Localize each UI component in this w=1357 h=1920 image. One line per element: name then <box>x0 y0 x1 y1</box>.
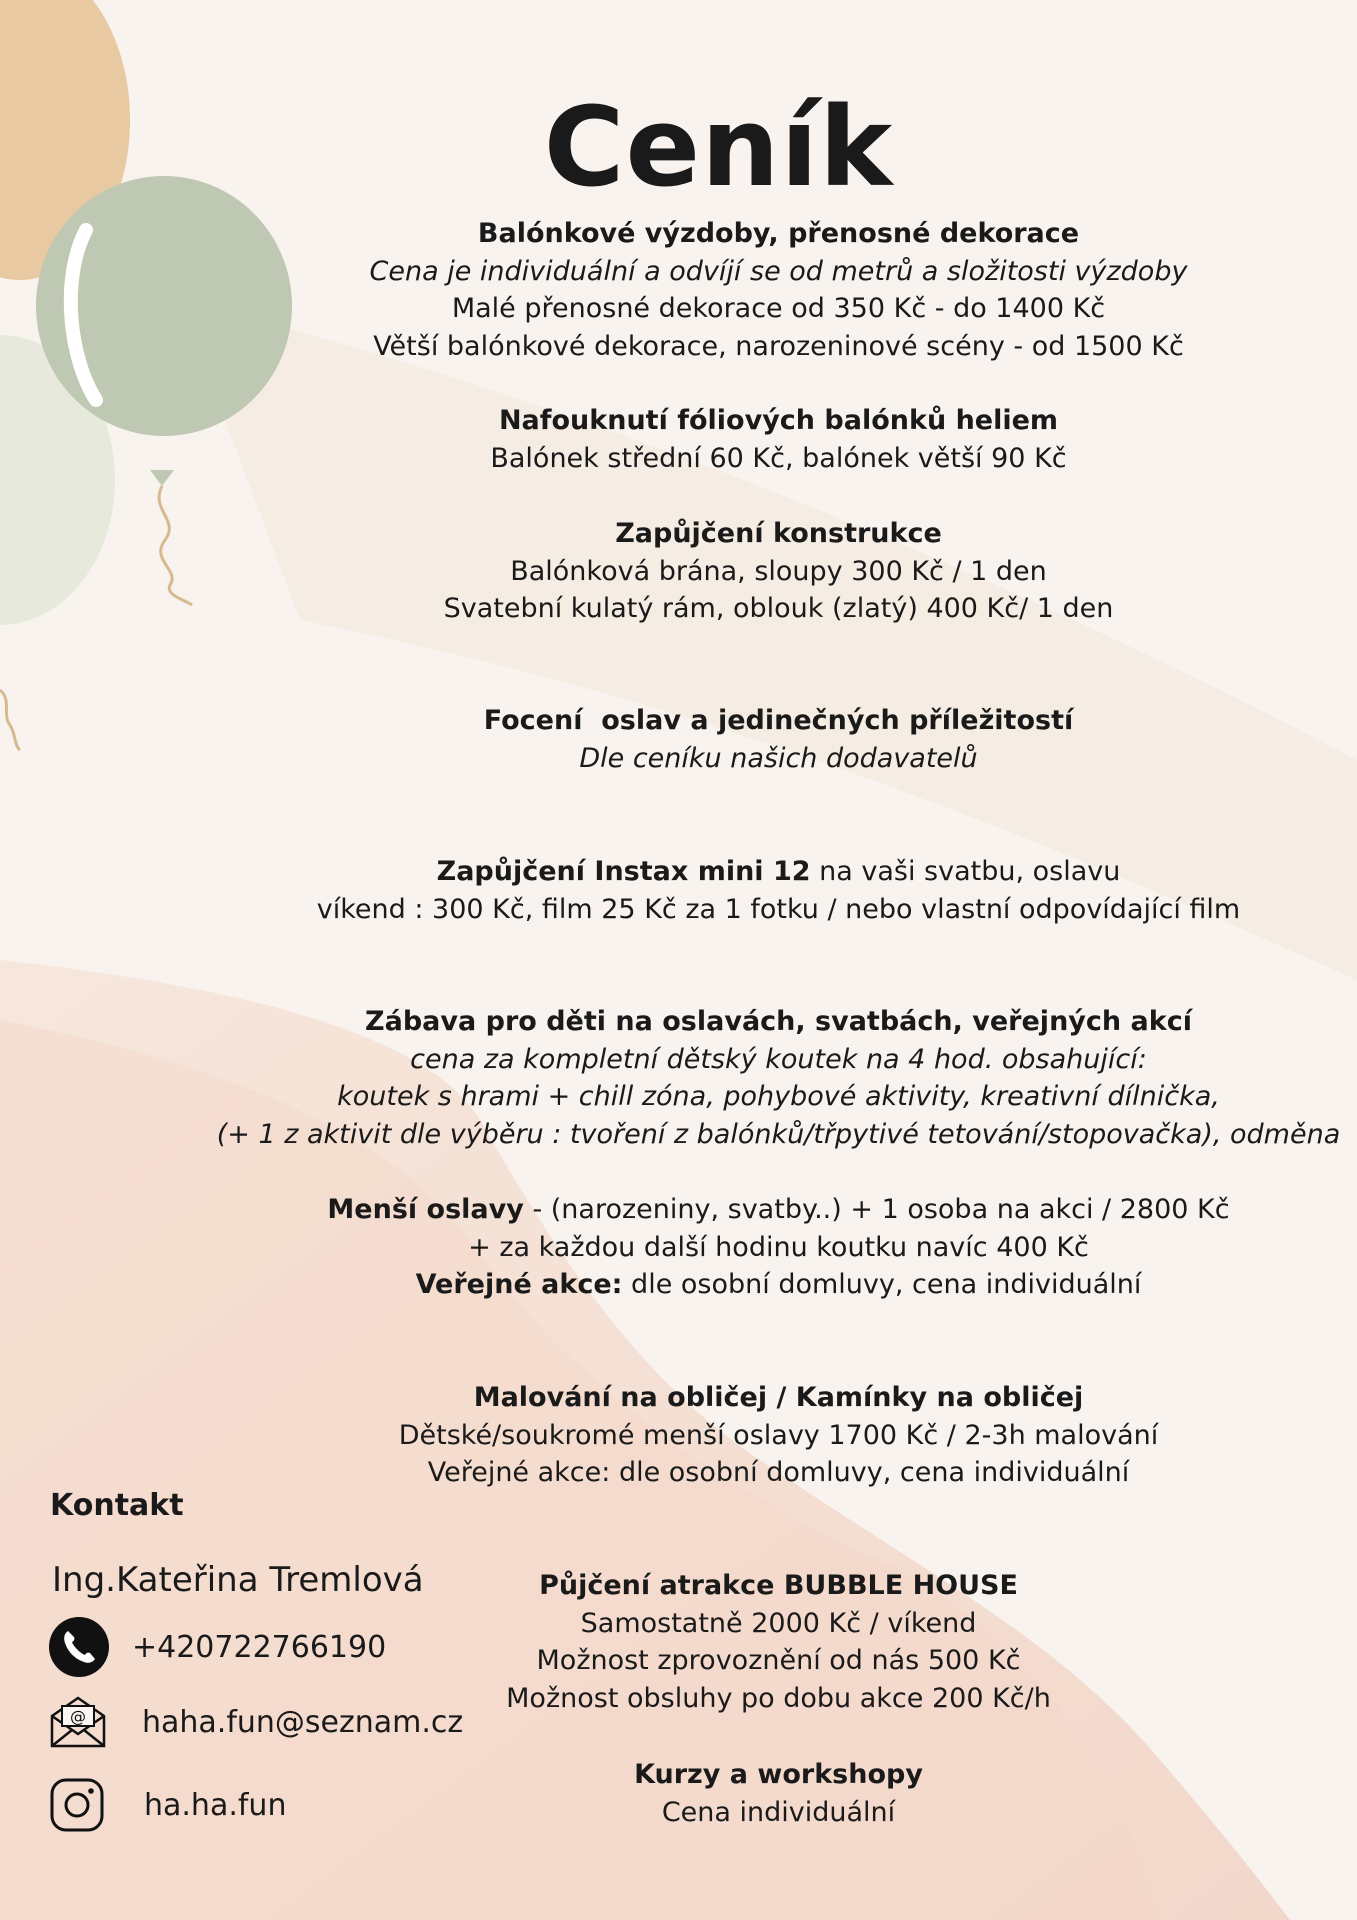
heading-bold: Zapůjčení Instax mini 12 <box>436 856 811 887</box>
section-note: Cena je individuální a odvíjí se od metrů a složitosti výzdoby <box>369 255 1188 287</box>
section-heading: Balónkové výzdoby, přenosné dekorace <box>477 218 1080 249</box>
contact-instagram-row[interactable] <box>48 1776 286 1834</box>
price-line: Svatební kulatý rám, oblouk (zlatý) 400 Kč/ 1 den <box>443 593 1114 624</box>
contact-instagram[interactable]: ha.ha.fun <box>144 1787 287 1823</box>
contact-email[interactable]: haha.fun@seznam.cz <box>142 1704 464 1740</box>
section-balloon-decorations <box>0 215 1357 365</box>
label-bold: Veřejné akce: <box>415 1269 623 1300</box>
label-rest: dle osobní domluvy, cena individuální <box>622 1269 1142 1300</box>
label-bold: Menší oslavy <box>327 1194 524 1225</box>
price-line: Samostatně 2000 Kč / víkend <box>580 1607 977 1639</box>
price-line: Možnost zprovoznění od nás 500 Kč <box>536 1645 1021 1676</box>
price-line: Veřejné akce: dle osobní domluvy, cena individuální <box>427 1457 1130 1488</box>
envelope-icon <box>48 1694 108 1750</box>
section-heading: Focení oslav a jedinečných příležitostí <box>483 705 1074 736</box>
section-heading: Nafouknutí fóliových balónků heliem <box>498 405 1059 436</box>
contact-email-row[interactable] <box>48 1694 463 1750</box>
section-heading: Malování na obličej / Kamínky na obličej <box>473 1382 1084 1413</box>
heading-rest: na vaši svatbu, oslavu <box>810 856 1121 887</box>
section-heading <box>0 853 1357 891</box>
section-note: (+ 1 z aktivit dle výběru : tvoření z balónků/třpytivé tetování/stopovačka), odměna <box>216 1118 1341 1150</box>
section-heading: Půjčení atrakce BUBBLE HOUSE <box>539 1570 1018 1601</box>
section-small-parties <box>0 1191 1357 1304</box>
price-line: Balónková brána, sloupy 300 Kč / 1 den <box>510 555 1047 587</box>
section-construction-rental <box>0 515 1357 628</box>
price-line: Možnost obsluhy po dobu akce 200 Kč/h <box>506 1682 1051 1714</box>
price-line: Malé přenosné dekorace od 350 Kč - do 1400 Kč <box>451 293 1106 324</box>
price-line: + za každou další hodinu koutku navíc 400 Kč <box>468 1231 1089 1263</box>
section-heading: Kurzy a workshopy <box>634 1759 923 1790</box>
price-line: Dětské/soukromé menší oslavy 1700 Kč / 2-3h malování <box>398 1419 1159 1451</box>
section-note: cena za kompletní dětský koutek na 4 hod. obsahující: <box>410 1043 1147 1075</box>
section-note: Dle ceníku našich dodavatelů <box>579 742 978 774</box>
contact-phone-row[interactable] <box>48 1616 386 1678</box>
section-heading: Zapůjčení konstrukce <box>615 518 942 549</box>
section-heading: Zábava pro děti na oslavách, svatbách, veřejných akcí <box>365 1006 1192 1037</box>
section-note: koutek s hrami + chill zóna, pohybové aktivity, kreativní dílnička, <box>337 1081 1220 1112</box>
price-line <box>0 1266 1357 1304</box>
label-rest: - (narozeniny, svatby..) + 1 osoba na akci / 2800 Kč <box>523 1194 1230 1225</box>
price-line: Cena individuální <box>661 1796 896 1828</box>
section-helium <box>0 402 1357 477</box>
section-instax-rental <box>0 853 1357 928</box>
price-line: Balónek střední 60 Kč, balónek větší 90 Kč <box>490 442 1067 474</box>
instagram-icon <box>48 1776 106 1834</box>
section-photography <box>0 702 1357 777</box>
section-face-painting <box>0 1379 1357 1492</box>
contact-phone[interactable]: +420722766190 <box>132 1629 387 1665</box>
svg-text:@: @ <box>70 1707 86 1726</box>
phone-icon <box>48 1616 110 1678</box>
price-line: víkend : 300 Kč, film 25 Kč za 1 fotku / nebo vlastní odpovídající film <box>316 893 1241 925</box>
contact-name: Ing.Kateřina Tremlová <box>52 1560 424 1600</box>
section-kids-entertainment <box>0 1003 1357 1153</box>
contact-title: Kontakt <box>50 1488 184 1523</box>
price-line <box>0 1191 1357 1229</box>
page-title: Ceník <box>543 83 894 211</box>
price-line: Větší balónkové dekorace, narozeninové scény - od 1500 Kč <box>373 330 1184 362</box>
